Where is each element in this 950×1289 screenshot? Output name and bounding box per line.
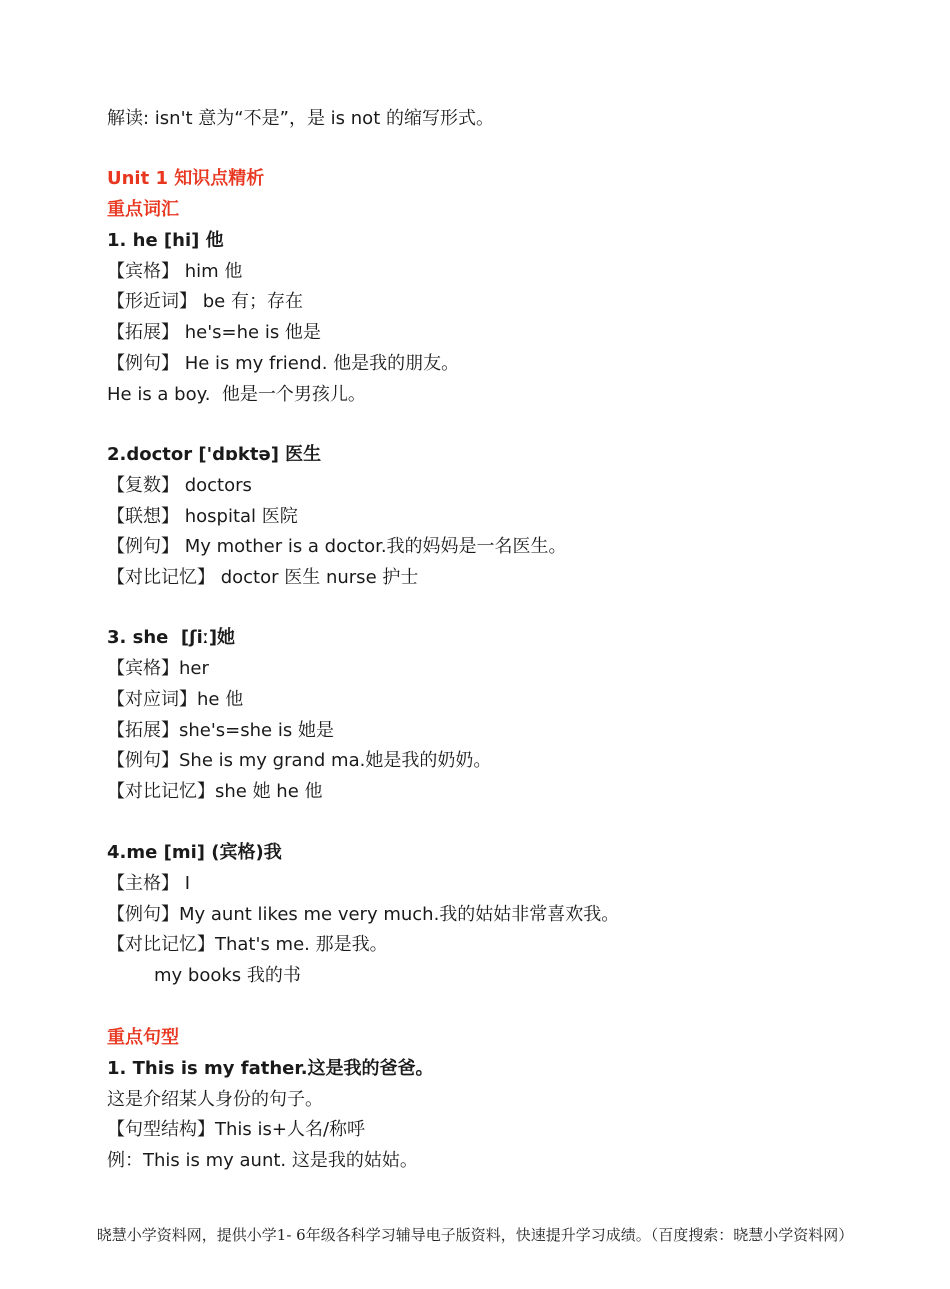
word-he-line: He is a boy. 他是一个男孩儿。	[107, 384, 366, 405]
unit-title: Unit 1 知识点精析	[107, 168, 265, 189]
sentence-title: 1. This is my father.这是我的爸爸。	[107, 1058, 434, 1079]
word-me-title: 4.me [mi] (宾格)我	[107, 842, 282, 863]
word-he-line: 【形近词】 be 有；存在	[107, 291, 303, 312]
vocab-heading: 重点词汇	[107, 199, 179, 220]
word-doctor-line: 【联想】 hospital 医院	[107, 506, 298, 527]
word-she-line: 【拓展】she's=she is 她是	[107, 720, 334, 741]
word-she-title: 3. she [ʃiː]她	[107, 627, 236, 648]
word-doctor-line: 【例句】 My mother is a doctor.我的妈妈是一名医生。	[107, 536, 567, 557]
sentence-heading: 重点句型	[107, 1027, 179, 1048]
word-doctor-line: 【对比记忆】 doctor 医生 nurse 护士	[107, 567, 419, 588]
word-she-line: 【对比记忆】she 她 he 他	[107, 781, 323, 802]
word-me-line: 【主格】 I	[107, 873, 191, 894]
word-me-line: 【对比记忆】That's me. 那是我。	[107, 934, 388, 955]
sentence-line: 例：This is my aunt. 这是我的姑姑。	[107, 1150, 418, 1171]
word-me-line: 【例句】My aunt likes me very much.我的姑姑非常喜欢我。	[107, 904, 620, 925]
word-me-line: my books 我的书	[154, 965, 301, 986]
word-she-line: 【例句】She is my grand ma.她是我的奶奶。	[107, 750, 492, 771]
word-doctor-line: 【复数】 doctors	[107, 475, 252, 496]
word-doctor-title: 2.doctor ['dɒktə] 医生	[107, 444, 322, 465]
sentence-line: 【句型结构】This is+人名/称呼	[107, 1119, 366, 1140]
word-she-line: 【宾格】her	[107, 658, 209, 679]
sentence-line: 这是介绍某人身份的句子。	[107, 1089, 323, 1110]
word-she-line: 【对应词】he 他	[107, 689, 244, 710]
word-he-line: 【宾格】 him 他	[107, 261, 243, 282]
word-he-line: 【拓展】 he's=he is 他是	[107, 322, 321, 343]
word-he-title: 1. he [hi] 他	[107, 230, 224, 251]
word-he-line: 【例句】 He is my friend. 他是我的朋友。	[107, 353, 460, 374]
page-footer: 晓慧小学资料网，提供小学1- 6年级各科学习辅导电子版资料，快速提升学习成绩。（百度搜索：晓慧小学资料网）	[96, 1226, 854, 1244]
intro-text: 解读: isn't 意为“不是”，是 is not 的缩写形式。	[107, 108, 494, 129]
